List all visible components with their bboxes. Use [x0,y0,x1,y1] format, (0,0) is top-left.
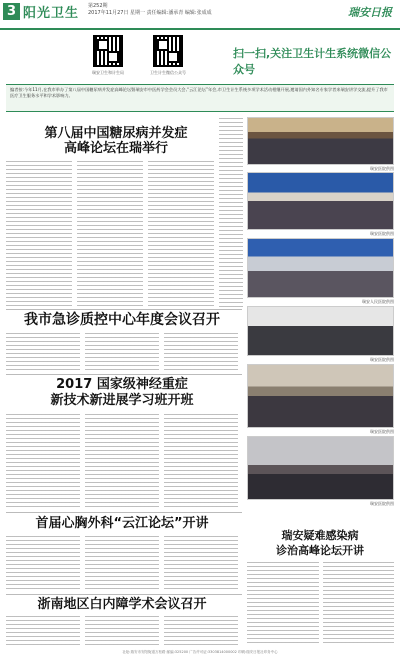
article-body-text [164,333,238,373]
qr-code-icon [153,35,183,67]
photo-caption: 瑞安医院供图 [370,231,394,236]
article-body-text [219,118,243,308]
qr-caption-left: 瑞安卫生和计生局 [92,70,124,75]
article-body-text [85,616,159,646]
photo-lecture [247,364,394,428]
headline-line: 瑞安疑难感染病 [281,529,359,542]
article-body-text [148,161,214,307]
article-body-text [85,333,159,373]
issue-number: 第252期 [88,3,108,9]
headline-line: 第八届中国糖尿病并发症 [44,126,188,141]
article-body-text [6,616,80,646]
headline-line: 诊治高峰论坛开讲 [276,544,364,557]
article-body-text [6,536,80,592]
photo-caption: 瑞安医院供图 [370,166,394,171]
photo-meeting-room [247,436,394,500]
article-body-text [85,536,159,592]
article-headline [6,126,226,156]
page-number: 3 [3,3,20,20]
photo-caption: 瑞安人民医院供图 [362,299,394,304]
photo-group [247,306,394,356]
column-title: 阳光卫生 [23,6,80,21]
article-body-text [164,414,238,510]
page-footer: 社址:瑞安市安阳街道万松路 邮编:325200 广告许可证:3303814000002 印刷:瑞安日报社印务中心 [122,650,278,654]
article-body-text [323,562,394,646]
article-body-text [77,161,143,307]
divider [6,512,242,513]
editor-note: 编者按:今年11月,在我市举办了第八届中国糖尿病并发症高峰论坛暨瑞安市中医药学会会员大会,“云江论坛”年会,市卫生计生系统多项学术活动相继开展,邀请国内外知名专家学者来瑞安讲学交流,提升了我市医疗卫生服务水平和学术影响力。 [6,84,394,112]
divider [6,594,242,595]
article-body-text [85,414,159,510]
article-headline: 浙南地区白内障学术会议召开 [37,597,207,612]
headline-line: 新技术新进展学习班开班 [50,393,194,408]
article-headline: 首届心胸外科“云江论坛”开讲 [35,516,209,531]
photo-caption: 瑞安医院供图 [370,501,394,506]
photo-conference [247,238,394,298]
issue-meta [88,3,212,17]
article-body-text [247,562,319,646]
article-body-text [6,333,80,373]
article-body-text [6,161,72,307]
photo-caption: 瑞安医院供图 [370,429,394,434]
article-body-text [164,616,238,646]
issue-date-editors: 2017年11月27日 星期一 责任编辑:潘承青 编辑:张成成 [88,10,212,16]
article-headline: 我市急诊质控中心年度会议召开 [24,312,220,328]
qr-slogan: 扫一扫,关注卫生计生系统微信公众号 [233,47,392,76]
article-headline [245,528,395,558]
photo-conference [247,117,394,165]
qr-code-icon [93,35,123,67]
qr-band [0,31,400,83]
article-body-text [164,536,238,592]
divider [6,309,242,310]
photo-conference [247,172,394,230]
headline-line: 2017 国家级神经重症 [56,377,188,392]
headline-line: 高峰论坛在瑞举行 [63,141,168,156]
article-headline [6,377,238,409]
photo-caption: 瑞安医院供图 [370,357,394,362]
page-header [0,0,400,30]
newspaper-logo: 瑞安日报 [348,6,392,19]
qr-caption-right: 卫生计生微信公众号 [150,70,186,75]
divider [6,374,242,375]
article-body-text [6,414,80,510]
